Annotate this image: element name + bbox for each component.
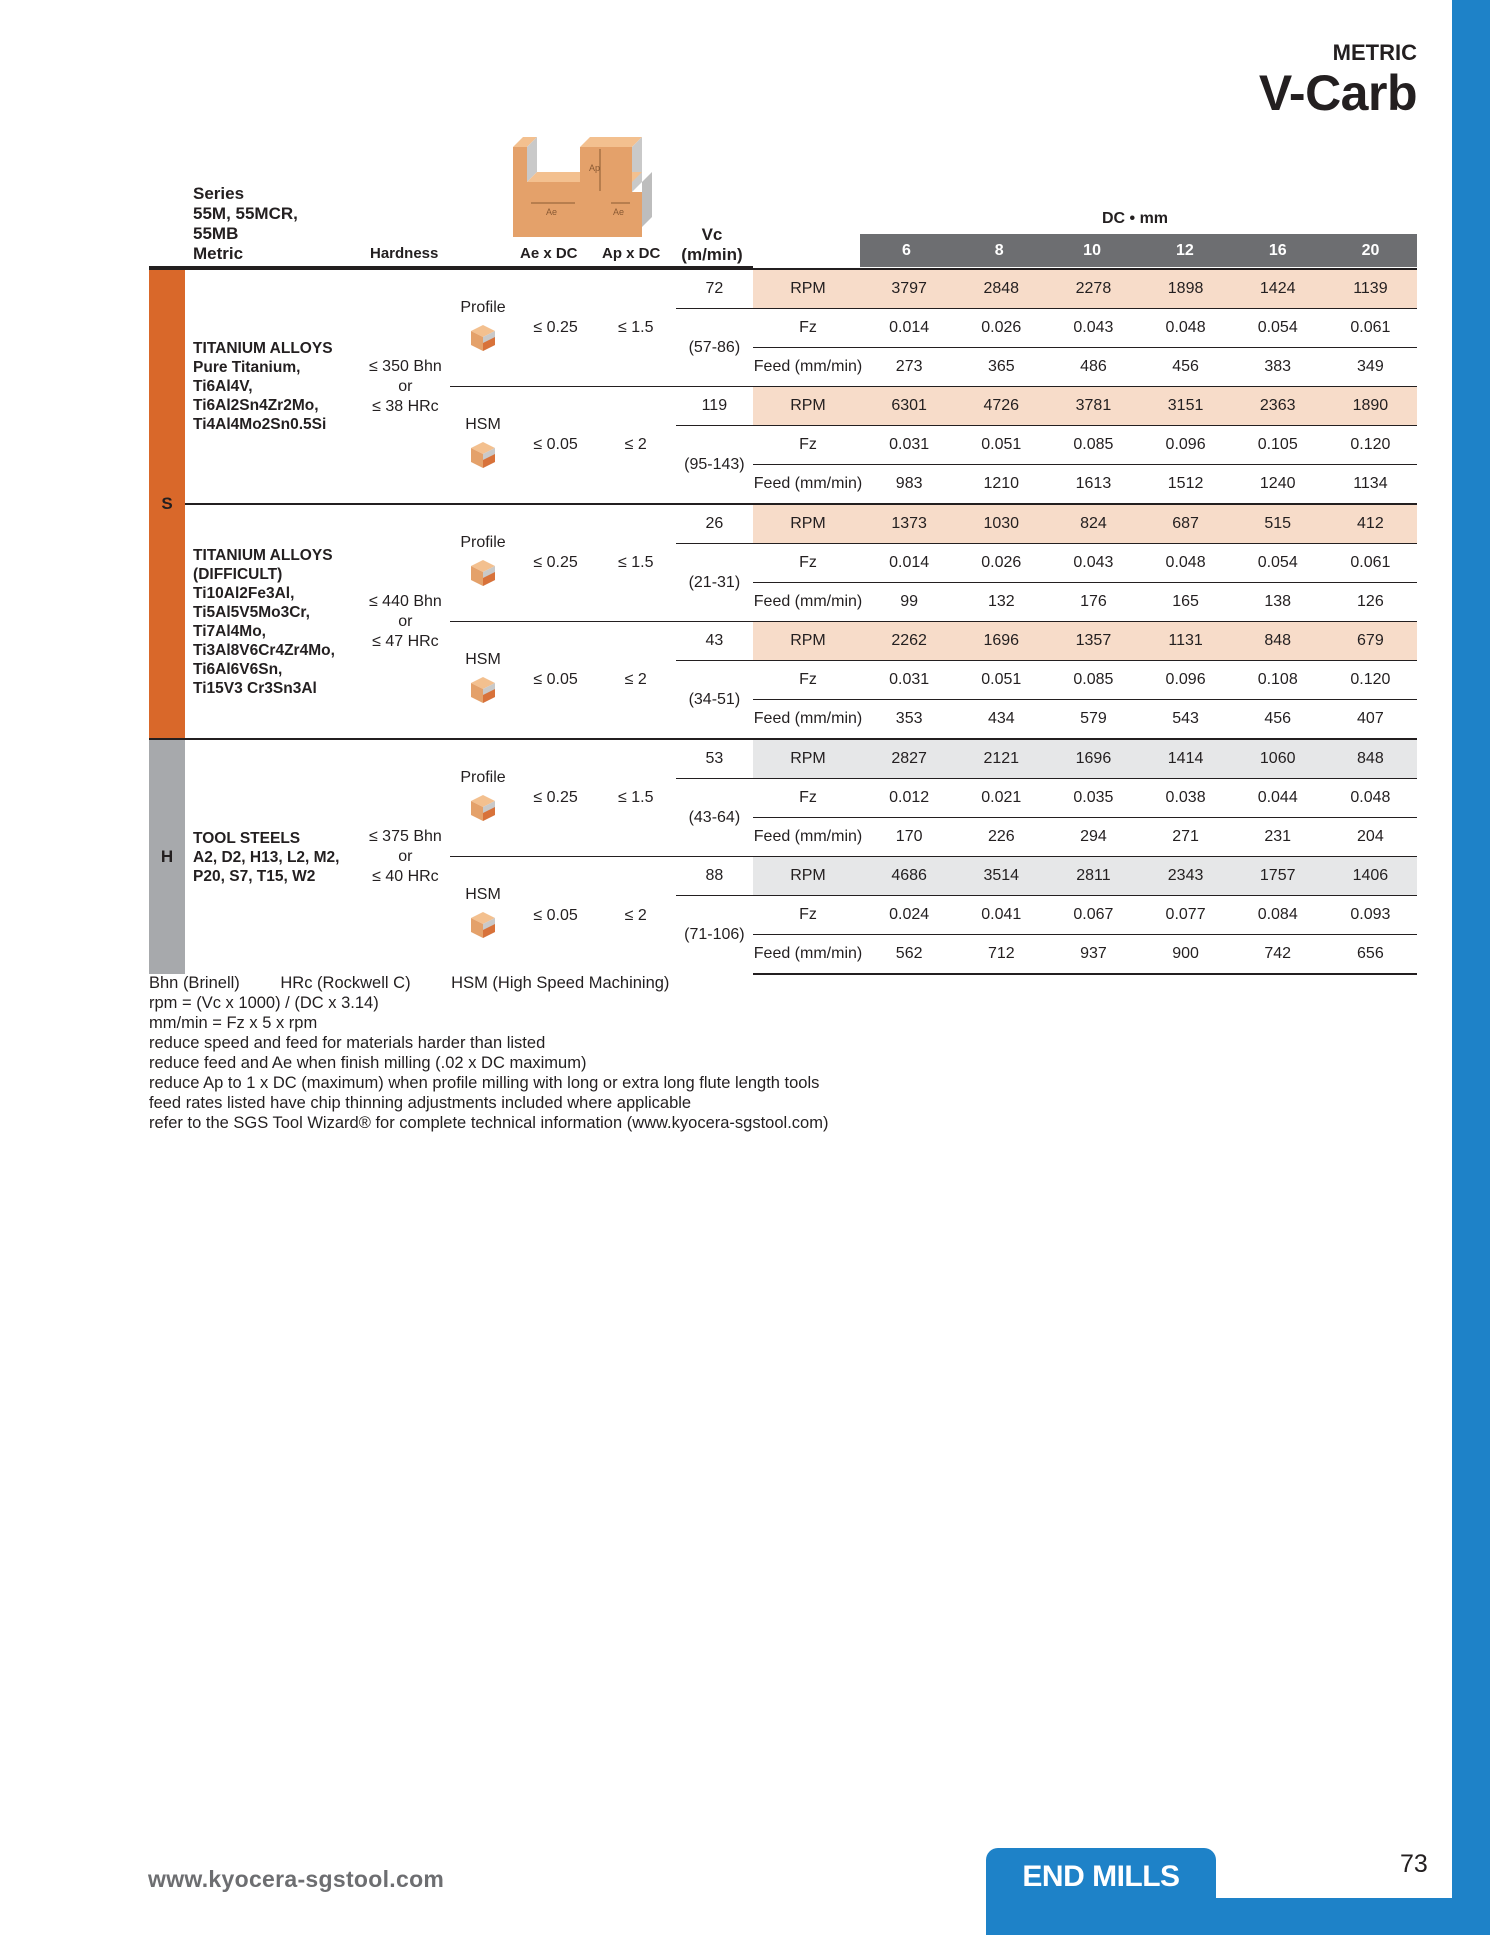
fz-value: 0.051 (955, 661, 1047, 700)
feed-value: 99 (863, 583, 955, 622)
rpm-value: 1696 (955, 622, 1047, 661)
legend-hrc: HRc (Rockwell C) (280, 974, 411, 992)
material-name-line: (DIFFICULT) (193, 565, 283, 583)
material-name-line: Ti10Al2Fe3Al, (193, 584, 295, 602)
rpm-value: 4686 (863, 857, 955, 896)
fz-value: 0.120 (1324, 426, 1417, 465)
strategy-label: Profile (460, 533, 506, 551)
series-header (193, 184, 298, 264)
strategy-cell (450, 504, 515, 622)
feed-value: 126 (1324, 583, 1417, 622)
hardness-line: or (398, 377, 413, 395)
material-name (185, 269, 360, 504)
rpm-value: 515 (1232, 504, 1324, 544)
feed-value: 170 (863, 818, 955, 857)
section-tab-label: END MILLS (1022, 1860, 1180, 1893)
ae-value: ≤ 0.05 (516, 857, 596, 975)
ae-header: Ae x DC (520, 245, 578, 262)
material-name-line: TITANIUM ALLOYS (193, 340, 333, 357)
ap-header: Ap x DC (602, 245, 661, 262)
feed-label: Feed (mm/min) (753, 465, 863, 505)
rpm-value: 2262 (863, 622, 955, 661)
website-url: www.kyocera-sgstool.com (148, 1866, 445, 1892)
rpm-value: 3781 (1047, 387, 1139, 426)
fz-label: Fz (753, 544, 863, 583)
rpm-value: 1414 (1140, 739, 1232, 779)
feed-value: 273 (863, 348, 955, 387)
fz-label: Fz (753, 779, 863, 818)
fz-value: 0.041 (955, 896, 1047, 935)
hardness-value (360, 504, 450, 739)
ap-value: ≤ 2 (596, 387, 676, 505)
fz-value: 0.085 (1047, 661, 1139, 700)
rpm-value: 1406 (1324, 857, 1417, 896)
fz-value: 0.048 (1140, 544, 1232, 583)
legend-bhn: Bhn (Brinell) (149, 974, 240, 992)
fz-label: Fz (753, 309, 863, 348)
cube-icon (469, 323, 497, 353)
material-name-line: Pure Titanium, (193, 359, 301, 376)
feed-value: 271 (1140, 818, 1232, 857)
feed-value: 294 (1047, 818, 1139, 857)
series-header-line: Series (193, 184, 245, 203)
dc-value: 8 (994, 242, 1004, 259)
fz-value: 0.044 (1232, 779, 1324, 818)
note-line: reduce feed and Ae when finish milling (.02 x DC maximum) (149, 1054, 587, 1072)
material-name (185, 504, 360, 739)
vc-value: 119 (676, 387, 753, 426)
material-name-line: Ti6Al4V, (193, 378, 253, 395)
dc-header: DC • mm (1101, 210, 1169, 227)
fz-value: 0.096 (1140, 426, 1232, 465)
rpm-value: 412 (1324, 504, 1417, 544)
feed-value: 353 (863, 700, 955, 740)
note-line: refer to the SGS Tool Wizard® for complete technical information (www.kyocera-sgstool.com) (149, 1114, 829, 1132)
feed-value: 742 (1232, 935, 1324, 975)
cube-icon (469, 675, 497, 705)
feed-value: 365 (955, 348, 1047, 387)
rpm-value: 824 (1047, 504, 1139, 544)
fz-value: 0.026 (955, 544, 1047, 583)
rpm-label: RPM (753, 857, 863, 896)
fz-value: 0.061 (1324, 309, 1417, 348)
series-header-line: Metric (193, 244, 244, 263)
rpm-value: 1030 (955, 504, 1047, 544)
series-header-line: 55MB (193, 224, 239, 243)
ae-diagram-label-2: Ae (613, 207, 625, 217)
rpm-value: 2363 (1232, 387, 1324, 426)
rpm-value: 3151 (1140, 387, 1232, 426)
feed-value: 176 (1047, 583, 1139, 622)
hardness-value (360, 269, 450, 504)
material-name-line: TITANIUM ALLOYS (193, 546, 333, 564)
fz-label: Fz (753, 896, 863, 935)
rpm-value: 2343 (1140, 857, 1232, 896)
material-name-line: Ti6Al2Sn4Zr2Mo, (193, 397, 319, 414)
feed-value: 138 (1232, 583, 1324, 622)
feed-value: 1512 (1140, 465, 1232, 505)
cube-icon (469, 910, 497, 940)
rpm-value: 2811 (1047, 857, 1139, 896)
feed-value: 204 (1324, 818, 1417, 857)
material-name-line: TOOL STEELS (193, 829, 301, 847)
strategy-label: HSM (465, 650, 501, 668)
fz-label: Fz (753, 426, 863, 465)
feed-value: 543 (1140, 700, 1232, 740)
rpm-value: 848 (1324, 739, 1417, 779)
strategy-cell (450, 269, 515, 387)
fz-value: 0.085 (1047, 426, 1139, 465)
fz-value: 0.048 (1324, 779, 1417, 818)
note-line: feed rates listed have chip thinning adjustments included where applicable (149, 1094, 692, 1112)
cube-icon (469, 793, 497, 823)
rpm-label: RPM (753, 269, 863, 309)
rpm-value: 1357 (1047, 622, 1139, 661)
rpm-value: 848 (1232, 622, 1324, 661)
rpm-value: 3514 (955, 857, 1047, 896)
fz-value: 0.043 (1047, 544, 1139, 583)
footer-band (1216, 1898, 1452, 1935)
vc-range: (57-86) (676, 309, 753, 387)
rpm-value: 2278 (1047, 269, 1139, 309)
dc-value: 12 (1176, 242, 1194, 259)
rpm-value: 679 (1324, 622, 1417, 661)
footnotes (149, 973, 828, 1133)
fz-value: 0.048 (1140, 309, 1232, 348)
unit-label: METRIC (1332, 40, 1417, 65)
feed-value: 165 (1140, 583, 1232, 622)
note-line: rpm = (Vc x 1000) / (DC x 3.14) (149, 994, 379, 1012)
fz-value: 0.061 (1324, 544, 1417, 583)
rpm-label: RPM (753, 504, 863, 544)
strategy-label: HSM (465, 886, 501, 903)
cube-icon (469, 558, 497, 588)
feed-value: 349 (1324, 348, 1417, 387)
strategy-cell (450, 622, 515, 740)
feed-value: 407 (1324, 700, 1417, 740)
ap-value: ≤ 1.5 (596, 504, 676, 622)
fz-value: 0.014 (863, 309, 955, 348)
fz-value: 0.024 (863, 896, 955, 935)
hardness-line: ≤ 38 HRc (372, 397, 439, 415)
ae-value: ≤ 0.05 (516, 387, 596, 505)
legend-hsm: HSM (High Speed Machining) (451, 974, 670, 992)
fz-value: 0.035 (1047, 779, 1139, 818)
fz-value: 0.084 (1232, 896, 1324, 935)
fz-value: 0.054 (1232, 309, 1324, 348)
feed-value: 579 (1047, 700, 1139, 740)
ap-value: ≤ 2 (596, 622, 676, 740)
material-name (185, 739, 360, 974)
rpm-label: RPM (753, 387, 863, 426)
rpm-value: 1890 (1324, 387, 1417, 426)
strategy-cell (450, 739, 515, 857)
fz-value: 0.093 (1324, 896, 1417, 935)
feed-value: 383 (1232, 348, 1324, 387)
feed-value: 434 (955, 700, 1047, 740)
rpm-value: 1060 (1232, 739, 1324, 779)
ae-value: ≤ 0.25 (516, 504, 596, 622)
hardness-value (360, 739, 450, 974)
fz-value: 0.026 (955, 309, 1047, 348)
feed-value: 226 (955, 818, 1047, 857)
vc-value: 72 (676, 269, 753, 309)
material-name-line: P20, S7, T15, W2 (193, 867, 316, 885)
fz-value: 0.054 (1232, 544, 1324, 583)
material-name-line: Ti4Al4Mo2Sn0.5Si (193, 416, 327, 433)
rpm-value: 1898 (1140, 269, 1232, 309)
vc-value: 43 (676, 622, 753, 661)
cut-geometry-diagram (505, 137, 670, 237)
vc-range: (43-64) (676, 779, 753, 857)
hardness-line: ≤ 440 Bhn (368, 592, 442, 610)
strategy-label: Profile (460, 298, 506, 316)
hardness-line: ≤ 375 Bhn (368, 828, 442, 845)
fz-value: 0.014 (863, 544, 955, 583)
table-row (149, 739, 1417, 779)
rpm-value: 1373 (863, 504, 955, 544)
rpm-value: 6301 (863, 387, 955, 426)
vc-value: 53 (676, 739, 753, 779)
dc-value: 20 (1361, 242, 1380, 259)
material-name-line: A2, D2, H13, L2, M2, (193, 848, 340, 866)
hardness-line: ≤ 350 Bhn (368, 357, 442, 375)
fz-value: 0.031 (863, 661, 955, 700)
feed-value: 983 (863, 465, 955, 505)
rpm-value: 1696 (1047, 739, 1139, 779)
fz-value: 0.120 (1324, 661, 1417, 700)
vc-value: 26 (676, 504, 753, 544)
fz-label: Fz (753, 661, 863, 700)
ap-diagram-label: Ap (589, 163, 601, 173)
fz-value: 0.051 (955, 426, 1047, 465)
rpm-value: 1131 (1140, 622, 1232, 661)
hardness-line: or (398, 612, 413, 630)
ap-value: ≤ 1.5 (596, 269, 676, 387)
material-group-code: S (149, 269, 185, 739)
fz-value: 0.077 (1140, 896, 1232, 935)
page-number: 73 (1400, 1850, 1428, 1878)
rpm-label: RPM (753, 739, 863, 779)
ae-value: ≤ 0.25 (516, 269, 596, 387)
fz-value: 0.043 (1047, 309, 1139, 348)
feed-label: Feed (mm/min) (753, 935, 863, 975)
hardness-line: ≤ 40 HRc (372, 868, 439, 885)
strategy-label: HSM (465, 415, 501, 433)
fz-value: 0.105 (1232, 426, 1324, 465)
rpm-value: 3797 (863, 269, 955, 309)
vc-range: (95-143) (676, 426, 753, 505)
feed-value: 486 (1047, 348, 1139, 387)
feed-value: 1240 (1232, 465, 1324, 505)
rpm-value: 1139 (1324, 269, 1417, 309)
ae-value: ≤ 0.05 (516, 622, 596, 740)
fz-value: 0.108 (1232, 661, 1324, 700)
hardness-line: ≤ 47 HRc (372, 632, 439, 650)
hardness-line: or (398, 848, 413, 865)
feed-value: 456 (1140, 348, 1232, 387)
feed-value: 937 (1047, 935, 1139, 975)
table-row (149, 504, 1417, 544)
side-color-band (1452, 0, 1490, 1935)
feed-value: 1613 (1047, 465, 1139, 505)
ap-value: ≤ 2 (596, 857, 676, 975)
material-name-line: Ti6Al6V6Sn, (193, 660, 283, 678)
vc-range: (21-31) (676, 544, 753, 622)
note-line: mm/min = Fz x 5 x rpm (149, 1014, 318, 1032)
rpm-value: 2121 (955, 739, 1047, 779)
rpm-value: 4726 (955, 387, 1047, 426)
feed-value: 456 (1232, 700, 1324, 740)
product-title: V-Carb (1258, 65, 1417, 121)
strategy-label: Profile (460, 768, 506, 786)
feed-value: 132 (955, 583, 1047, 622)
note-line: reduce speed and feed for materials harder than listed (149, 1034, 546, 1052)
strategy-cell (450, 857, 515, 975)
feed-value: 900 (1140, 935, 1232, 975)
feed-value: 1210 (955, 465, 1047, 505)
abbreviation-legend (149, 973, 828, 993)
feed-value: 712 (955, 935, 1047, 975)
vc-range: (71-106) (676, 896, 753, 975)
vc-header-line: (m/min) (681, 245, 743, 264)
strategy-cell (450, 387, 515, 505)
feed-label: Feed (mm/min) (753, 700, 863, 740)
ap-value: ≤ 1.5 (596, 739, 676, 857)
material-name-line: Ti15V3 Cr3Sn3Al (193, 679, 317, 697)
cube-icon (469, 440, 497, 470)
dc-value: 16 (1268, 242, 1287, 259)
rpm-label: RPM (753, 622, 863, 661)
hardness-header: Hardness (370, 245, 439, 262)
feed-label: Feed (mm/min) (753, 818, 863, 857)
table-row (149, 269, 1417, 309)
speeds-feeds-table (149, 268, 1417, 975)
material-name-line: Ti3Al8V6Cr4Zr4Mo, (193, 641, 335, 659)
note-line: reduce Ap to 1 x DC (maximum) when profile milling with long or extra long flute length tools (149, 1074, 820, 1092)
rpm-value: 2827 (863, 739, 955, 779)
vc-value: 88 (676, 857, 753, 896)
fz-value: 0.012 (863, 779, 955, 818)
feed-value: 656 (1324, 935, 1417, 975)
feed-label: Feed (mm/min) (753, 348, 863, 387)
feed-value: 1134 (1324, 465, 1417, 505)
series-header-line: 55M, 55MCR, (193, 204, 298, 223)
feed-value: 231 (1232, 818, 1324, 857)
vc-header (677, 225, 747, 265)
material-group-code: H (149, 739, 185, 974)
fz-value: 0.038 (1140, 779, 1232, 818)
rpm-value: 1424 (1232, 269, 1324, 309)
feed-label: Feed (mm/min) (753, 583, 863, 622)
rpm-value: 2848 (955, 269, 1047, 309)
material-name-line: Ti7Al4Mo, (193, 622, 266, 640)
fz-value: 0.031 (863, 426, 955, 465)
dc-values-bar (860, 234, 1417, 267)
fz-value: 0.021 (955, 779, 1047, 818)
vc-header-line: Vc (701, 225, 723, 244)
fz-value: 0.067 (1047, 896, 1139, 935)
dc-value: 10 (1083, 242, 1101, 259)
vc-range: (34-51) (676, 661, 753, 740)
feed-value: 562 (863, 935, 955, 975)
rpm-value: 1757 (1232, 857, 1324, 896)
dc-value: 6 (901, 242, 911, 259)
ae-diagram-label: Ae (546, 207, 558, 217)
material-name-line: Ti5Al5V5Mo3Cr, (193, 603, 310, 621)
rpm-value: 687 (1140, 504, 1232, 544)
fz-value: 0.096 (1140, 661, 1232, 700)
ae-value: ≤ 0.25 (516, 739, 596, 857)
